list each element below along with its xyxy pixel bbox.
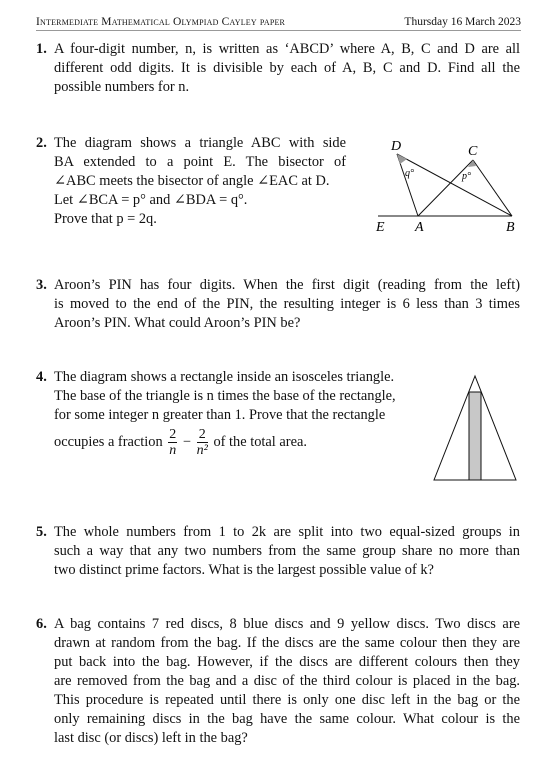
question-number: 4. [36,369,47,385]
question-text-line: The diagram shows a triangle ABC with side [54,135,346,151]
question-text-line: The diagram shows a rectangle inside an isosceles triangle. [54,369,395,385]
label-p: p° [462,171,471,182]
question-text-line: Let ∠BCA = p° and ∠BDA = q°. [54,192,248,208]
question-text-line: are removed from the bag and a disc of the third colour is placed in the bag. [54,673,520,689]
line-DB [397,154,512,216]
fraction-denominator: n [169,443,177,458]
question-number: 3. [36,277,47,293]
question-text-line: This procedure is repeated until there is only one disc left in the bag or the [54,692,520,708]
question-text-line: for some integer n greater than 1. Prove that the rectangle [54,407,386,423]
question-text-line: Aroon’s PIN has four digits. When the first digit (reading from the left) [54,277,520,293]
fraction-denominator: n² [196,443,208,458]
question-text-line: different odd digits. It is divisible by each of A, B, C and D. Find all the [54,60,520,76]
question-text-line: The base of the triangle is n times the base of the rectangle, [54,388,396,404]
question-text-line: A bag contains 7 red discs, 8 blue discs and 9 yellow discs. Two discs are [54,616,520,632]
line-CB [473,160,512,216]
question-text-line: possible numbers for n. [54,79,190,95]
question-5 [36,523,520,580]
question-1 [36,40,520,97]
line-AC [418,160,473,216]
fraction-numerator: 2 [169,427,177,442]
question-text-line: Aroon’s PIN. What could Aroon’s PIN be? [54,315,301,331]
question-text-line: last disc (or discs) left in the bag? [54,730,248,746]
question-text-line: is moved to the end of the PIN, the resulting integer is 6 less than 3 times [54,296,520,312]
label-q: q° [405,168,414,179]
question-4 [36,368,404,458]
question-number: 1. [36,41,47,57]
fraction-prefix: occupies a fraction [54,433,163,450]
question-2 [36,134,346,229]
question-text-line: Prove that p = 2q. [54,211,157,227]
question-text-line: The whole numbers from 1 to 2k are split into two equal-sized groups in [54,524,520,540]
question-3 [36,276,520,333]
question-number: 2. [36,135,47,151]
minus-sign: − [182,433,192,450]
question-6 [36,615,520,748]
inner-rectangle [469,392,481,480]
question-text-line: put back into the bag. However, if the discs are different colours then they [54,654,520,670]
fraction-two-over-n [168,427,177,458]
question-text-line: BA extended to a point E. The bisector of [54,154,346,170]
paper-title: Intermediate Mathematical Olympiad Cayley paper [36,16,286,28]
question-text-line-fraction [54,427,404,458]
question-text-line: A four-digit number, n, is written as ‘ABCD’ where A, B, C and D are all [54,41,520,57]
triangle-diagram [360,136,530,236]
label-A: A [415,220,424,235]
question-text-line: drawn at random from the bag. If the discs are the same colour then they are [54,635,520,651]
label-C: C [468,144,478,159]
fraction-suffix: of the total area. [213,433,307,450]
question-text-line: two distinct prime factors. What is the largest possible value of k? [54,562,434,578]
question-text-line: ∠ABC meets the bisector of angle ∠EAC at D. [54,173,330,189]
label-B: B [506,220,515,235]
angle-q-marker [397,154,407,164]
page-header [36,10,521,31]
fraction-numerator: 2 [197,427,208,443]
label-E: E [376,220,385,235]
question-number: 6. [36,616,47,632]
paper-date: Thursday 16 March 2023 [404,16,521,28]
fraction-two-over-n-squared [197,427,208,458]
question-text-line: such a way that any two numbers from the same group share no more than [54,543,520,559]
question-text-line: only remaining discs in the bag have the same colour. What colour is the [54,711,520,727]
label-D: D [391,139,402,154]
question-number: 5. [36,524,47,540]
rectangle-in-triangle-diagram [428,372,524,486]
